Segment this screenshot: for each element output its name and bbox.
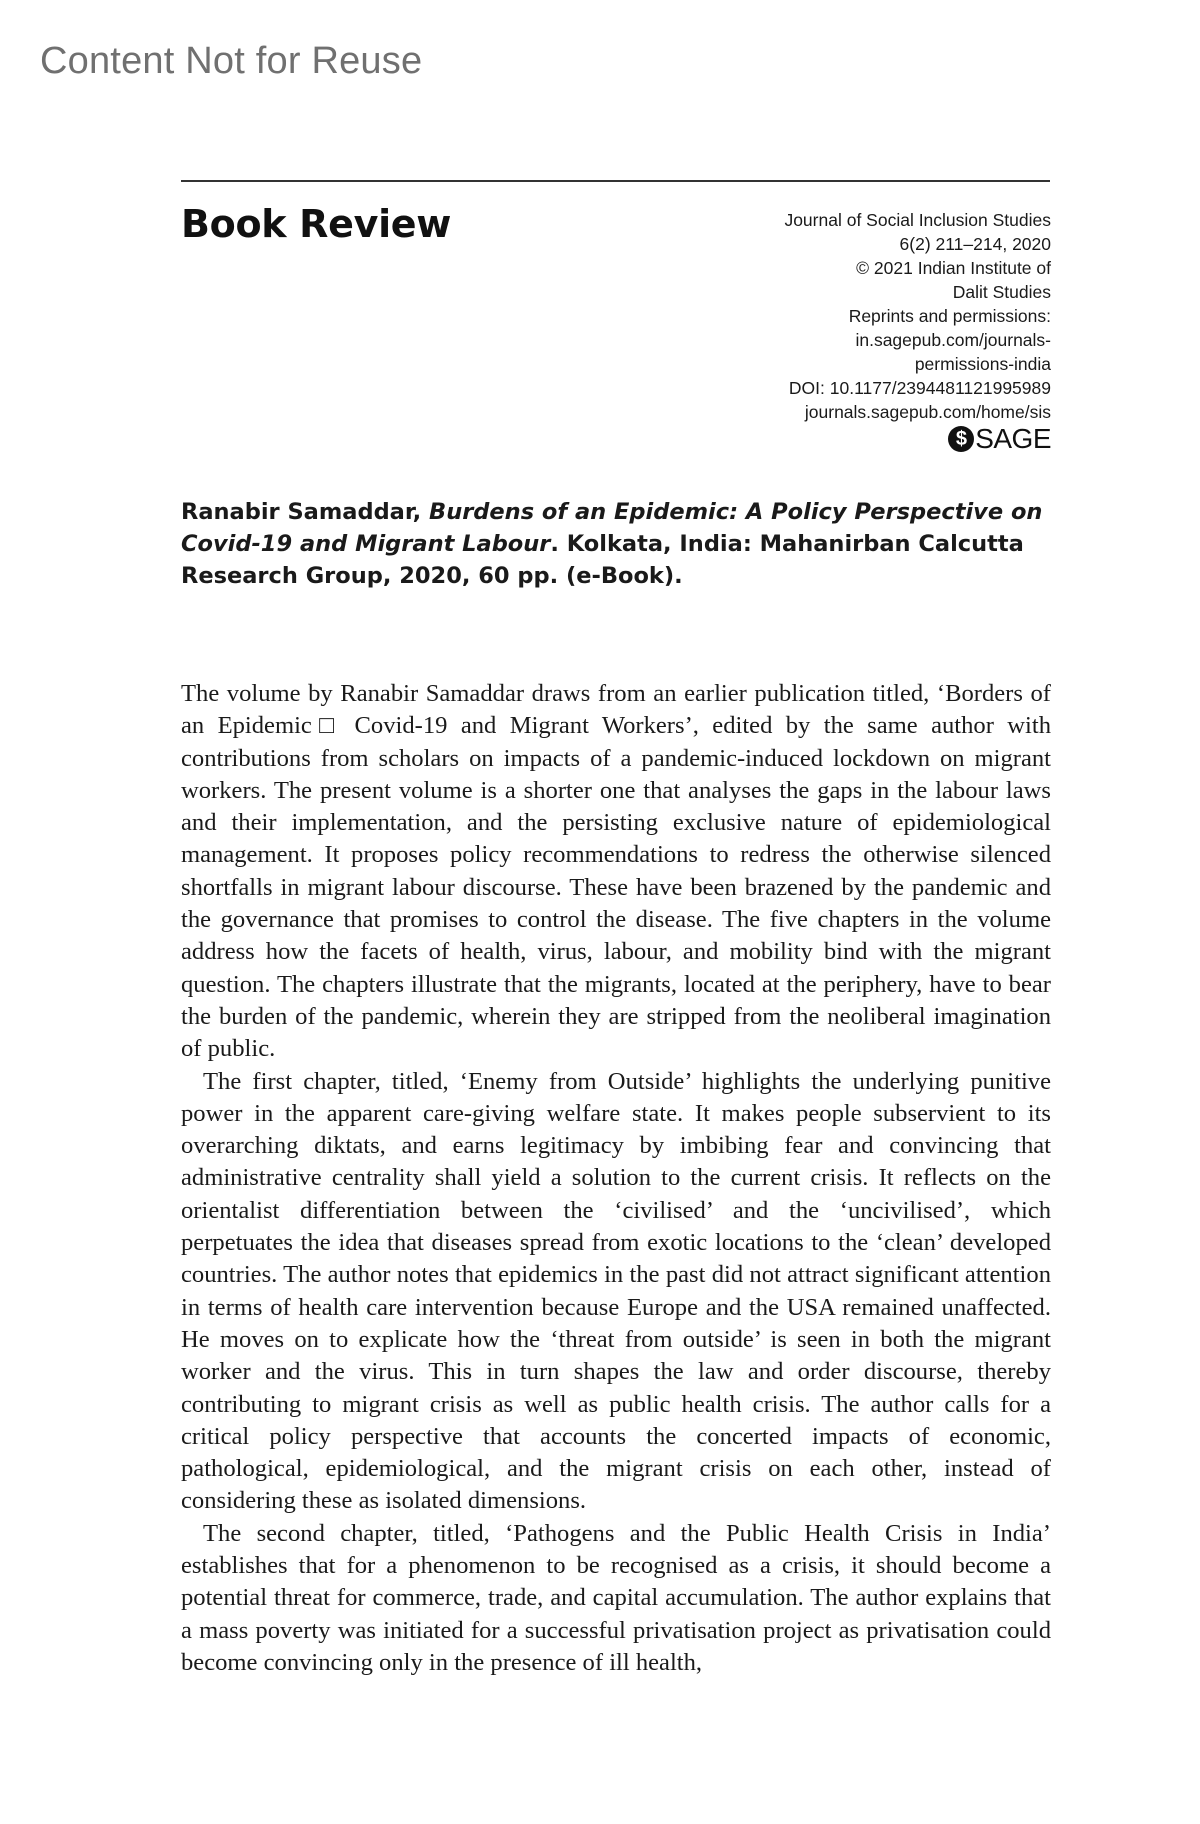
journal-reprints-label: Reprints and permissions:	[848, 306, 1051, 326]
sage-logo	[948, 423, 1051, 454]
book-citation	[181, 496, 1051, 592]
journal-homepage: journals.sagepub.com/home/sis	[804, 402, 1051, 422]
sage-logo-text: SAGE	[975, 423, 1051, 454]
review-body	[181, 678, 1051, 1679]
watermark-text: Content Not for Reuse	[40, 40, 423, 82]
journal-reprints-url-part2: permissions-india	[914, 354, 1051, 374]
citation-author: Ranabir Samaddar,	[181, 499, 430, 525]
journal-reprints-url-part1: in.sagepub.com/journals-	[855, 330, 1051, 350]
journal-info-block	[711, 208, 1051, 452]
sage-dollar-icon: $	[948, 426, 974, 452]
citation-book-title: Burdens of an Epidemic: A Policy Perspective on Covid-19 and Migrant Labour	[181, 499, 1043, 557]
journal-copyright: © 2021 Indian Institute of	[856, 258, 1051, 278]
header-rule	[181, 180, 1050, 182]
citation-details: . Kolkata, India: Mahanirban Calcutta Research Group, 2020, 60 pp. (e-Book).	[181, 531, 1024, 589]
section-title: Book Review	[181, 202, 452, 246]
body-paragraph-2: The first chapter, titled, ‘Enemy from Outside’ highlights the underlying punitive power in the apparent care-giving welfare state. It makes people subservient to its overarching diktats, and earns legitimacy by imbibing fear and convincing that administrative centrality shall yield a solution to the current crisis. It reflects on the orientalist differentiation between the ‘civilised’ and the ‘uncivilised’, which perpetuates the idea that diseases spread from exotic locations to the ‘clean’ developed countries. The author notes that epidemics in the past did not attract significant attention in terms of health care intervention because Europe and the USA remained unaffected. He moves on to explicate how the ‘threat from outside’ is seen in both the migrant worker and the virus. This in turn shapes the law and order discourse, thereby contributing to migrant crisis as well as public health crisis. The author calls for a critical policy perspective that accounts the concerted impacts of economic, pathological, epidemiological, and the migrant crisis on each other, instead of considering these as isolated dimensions.	[181, 1067, 1051, 1515]
journal-name: Journal of Social Inclusion Studies	[784, 210, 1051, 230]
body-paragraph-1: The volume by Ranabir Samaddar draws from an earlier publication titled, ‘Borders of an Epidemic□ Covid-19 and Migrant Workers’, edited by the same author with contributions from scholars on impacts of a pandemic-induced lockdown on migrant workers. The present volume is a shorter one that analyses the gaps in the labour laws and their implementation, and the persisting exclusive nature of epidemiological management. It proposes policy recommendations to redress the otherwise silenced shortfalls in migrant labour discourse. These have been brazened by the pandemic and the governance that promises to control the disease. The five chapters in the volume address how the facets of health, virus, labour, and mobility bind with the migrant question. The chapters illustrate that the migrants, located at the periphery, have to bear the burden of the pandemic, wherein they are stripped from the neoliberal imagination of public.	[181, 680, 1051, 1063]
body-paragraph-3: The second chapter, titled, ‘Pathogens and the Public Health Crisis in India’ establishes that for a phenomenon to be recognised as a crisis, it should become a potential threat for commerce, trade, and capital accumulation. The author explains that a mass poverty was initiated for a successful privatisation project as privatisation could become convincing only in the presence of ill health,	[181, 1519, 1051, 1676]
journal-volume: 6(2) 211–214, 2020	[899, 234, 1051, 254]
journal-doi: DOI: 10.1177/2394481121995989	[788, 378, 1051, 398]
journal-copyright-holder: Dalit Studies	[952, 282, 1051, 302]
